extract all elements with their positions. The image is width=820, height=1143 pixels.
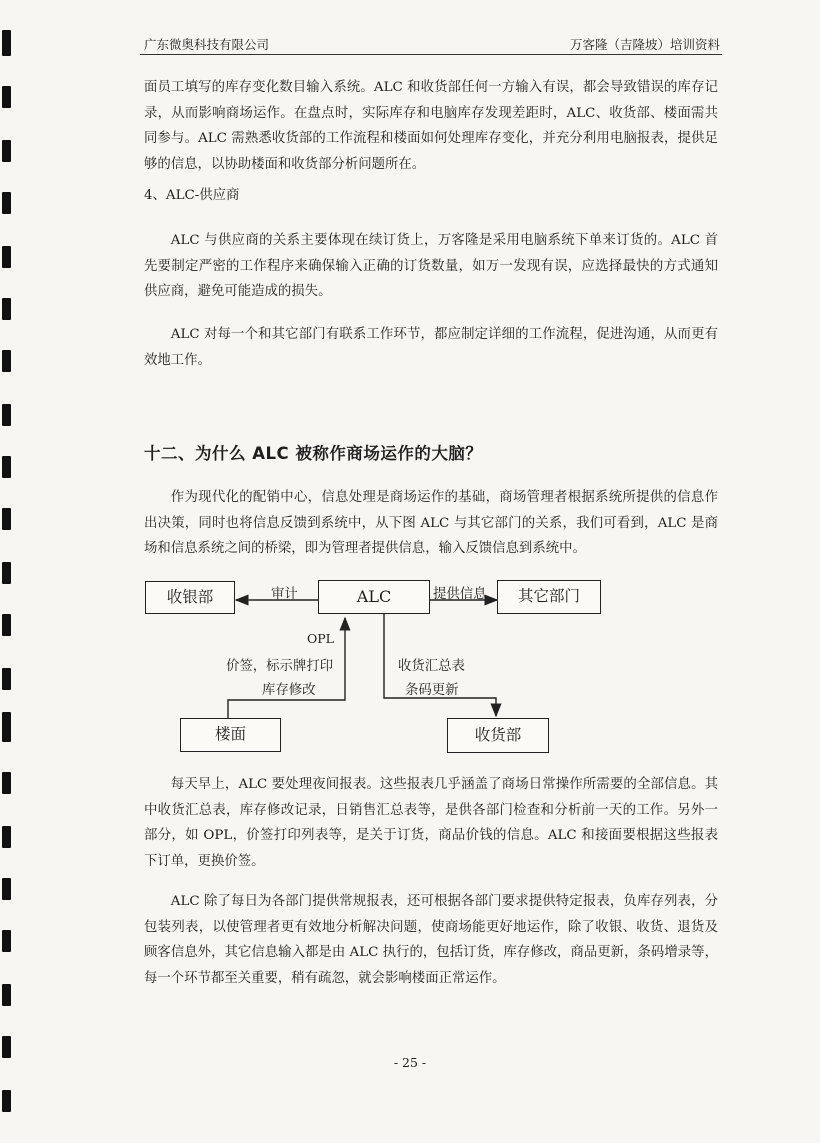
label-opl: OPL bbox=[307, 631, 334, 646]
label-provide-info: 提供信息 bbox=[433, 587, 487, 602]
label-price-tag-print: 价签，标示牌打印 bbox=[226, 659, 334, 674]
company-name: 广东微奥科技有限公司 bbox=[144, 37, 270, 52]
box-other-departments: 其它部门 bbox=[497, 580, 601, 614]
label-barcode-update: 条码更新 bbox=[405, 683, 459, 698]
box-cashier: 收银部 bbox=[145, 581, 235, 614]
paragraph-nightly-reports: 每天早上，ALC 要处理夜间报表。这些报表几乎涵盖了商场日常操作所需要的全部信息。其中收货汇总表，库存修改记录，日销售汇总表等，是供各部门检查和分析前一天的工作。另外一部分，如 OPL，价签打印列表等，是关于订货，商品价钱的信息。ALC 和接面要根据这些报表下订单，更换价签。 bbox=[144, 777, 718, 869]
chapter-heading-alc-brain: 十二、为什么 ALC 被称作商场运作的大脑？ bbox=[144, 444, 483, 463]
box-alc: ALC bbox=[318, 580, 430, 614]
paragraph-information-bridge: 作为现代化的配销中心，信息处理是商场运作的基础，商场管理者根据系统所提供的信息作出决策，同时也将信息反馈到系统中，从下图 ALC 与其它部门的关系，我们可看到，ALC 是商场和信息系统之间的桥梁，即为管理者提供信息，输入反馈信息到系统中。 bbox=[144, 490, 718, 556]
document-title: 万客隆（吉隆坡）培训资料 bbox=[569, 37, 720, 52]
page-number: - 25 - bbox=[393, 1055, 427, 1070]
box-receiving: 收货部 bbox=[447, 718, 549, 753]
paragraph-inventory-recording: 面员工填写的库存变化数目输入系统。ALC 和收货部任何一方输入有误，都会导致错误的库存记录，从而影响商场运作。在盘点时，实际库存和电脑库存发现差距时，ALC、收货部、楼面需共同参与。ALC 需熟悉收货部的工作流程和楼面如何处理库存变化，并充分利用电脑报表，提供足够的信息，以协助楼面和收货部分析问题所在。 bbox=[144, 80, 718, 172]
label-stock-adjust: 库存修改 bbox=[262, 683, 316, 698]
paragraph-workflow: ALC 对每一个和其它部门有联系工作环节，都应制定详细的工作流程，促进沟通，从而更有效地工作。 bbox=[144, 327, 718, 368]
section-heading-supplier: 4、ALC-供应商 bbox=[144, 188, 240, 203]
paragraph-supplier-relationship: ALC 与供应商的关系主要体现在续订货上，万客隆是采用电脑系统下单来订货的。ALC 首先要制定严密的工作程序来确保输入正确的订货数量，如万一发现有误，应选择最快的方式通知供应商，避免可能造成的损失。 bbox=[144, 233, 718, 299]
paragraph-special-reports: ALC 除了每日为各部门提供常规报表，还可根据各部门要求提供特定报表，负库存列表，分包装列表，以使管理者更有效地分析解决问题，使商场能更好地运作，除了收银、收货、退货及顾客信息外，其它信息输入都是由 ALC 执行的，包括订货，库存修改，商品更新，条码增录等，每一个环节都至关重要，稍有疏忽，就会影响楼面正常运作。 bbox=[144, 894, 718, 986]
label-audit: 审计 bbox=[271, 587, 298, 602]
box-floor: 楼面 bbox=[180, 718, 281, 752]
label-receiving-summary: 收货汇总表 bbox=[398, 659, 465, 674]
